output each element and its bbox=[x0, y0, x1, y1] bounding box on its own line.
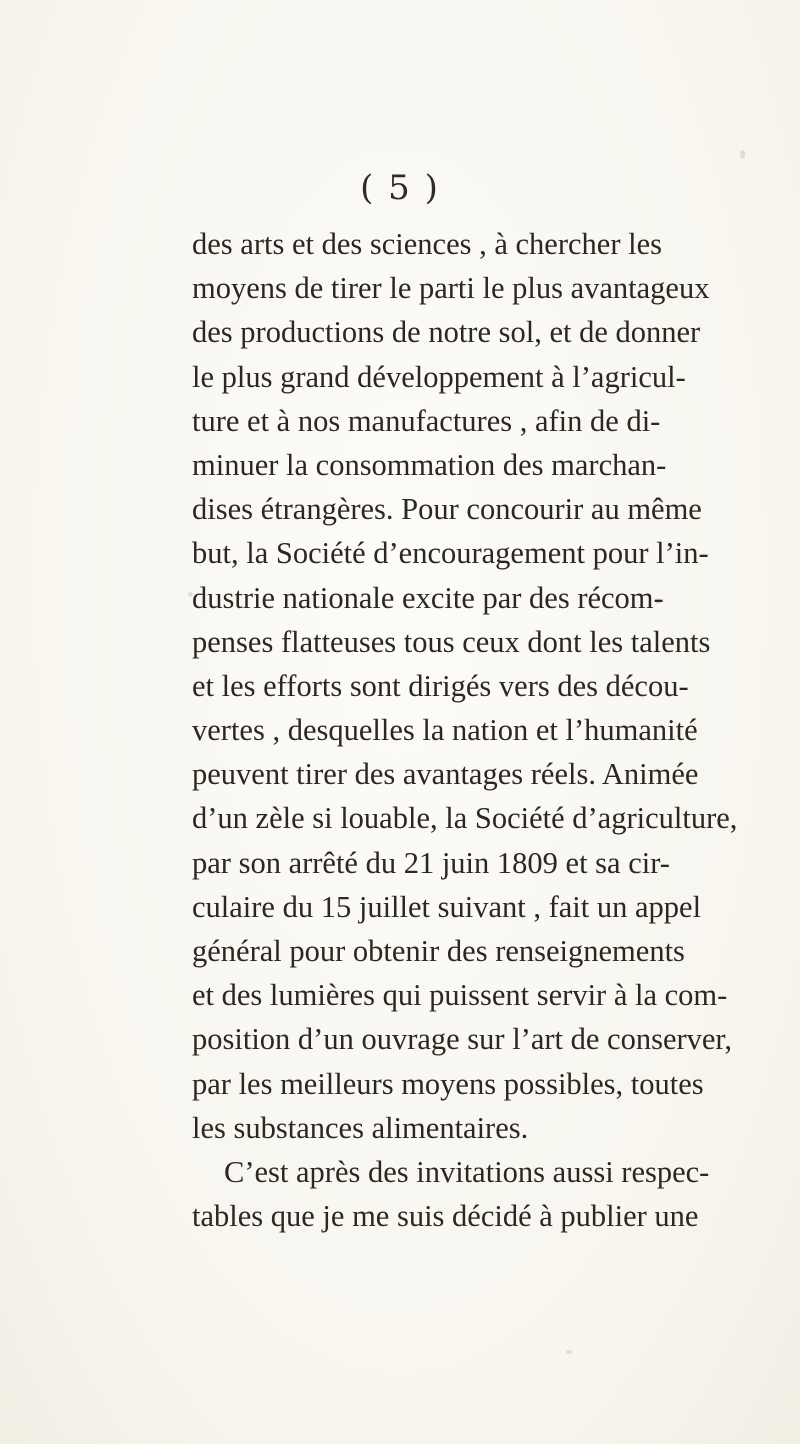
text-line: vertes , desquelles la nation et l’humanité bbox=[192, 713, 698, 748]
text-line: but, la Société d’encouragement pour l’in- bbox=[192, 536, 709, 571]
text-line: des productions de notre sol, et de donner bbox=[192, 315, 701, 350]
text-line: culaire du 15 juillet suivant , fait un appel bbox=[192, 889, 702, 924]
text-line: dustrie nationale excite par des récom- bbox=[192, 580, 664, 615]
page-number: ( 5 ) bbox=[360, 168, 440, 208]
text-line: des arts et des sciences , à chercher les bbox=[192, 227, 662, 261]
body-text bbox=[192, 222, 738, 1238]
text-line: position d’un ouvrage sur l’art de conserver, bbox=[192, 1022, 732, 1057]
text-line: général pour obtenir des renseignements bbox=[192, 934, 685, 968]
text-line: le plus grand développement à l’agricul- bbox=[192, 359, 686, 394]
text-line: et des lumières qui puissent servir à la com- bbox=[192, 978, 728, 1013]
text-line: ture et à nos manufactures , afin de di- bbox=[192, 403, 661, 438]
text-line: C’est après des invitations aussi respec- bbox=[224, 1154, 710, 1189]
ink-speck bbox=[740, 150, 745, 159]
text-line: d’un zèle si louable, la Société d’agriculture, bbox=[192, 801, 738, 836]
text-line: les substances alimentaires. bbox=[192, 1110, 529, 1145]
text-line: par son arrêté du 21 juin 1809 et sa cir- bbox=[192, 845, 670, 880]
text-line: penses flatteuses tous ceux dont les talents bbox=[192, 624, 711, 659]
text-line: minuer la consommation des marchan- bbox=[192, 447, 667, 482]
text-line: dises étrangères. Pour concourir au même bbox=[192, 492, 702, 527]
ink-speck bbox=[566, 1350, 572, 1354]
text-line: peuvent tirer des avantages réels. Animée bbox=[192, 757, 699, 792]
text-line: et les efforts sont dirigés vers des décou- bbox=[192, 668, 689, 703]
text-line: moyens de tirer le parti le plus avantageux bbox=[192, 271, 710, 306]
text-line: par les meilleurs moyens possibles, toutes bbox=[192, 1066, 704, 1101]
text-line: tables que je me suis décidé à publier une bbox=[192, 1199, 699, 1234]
